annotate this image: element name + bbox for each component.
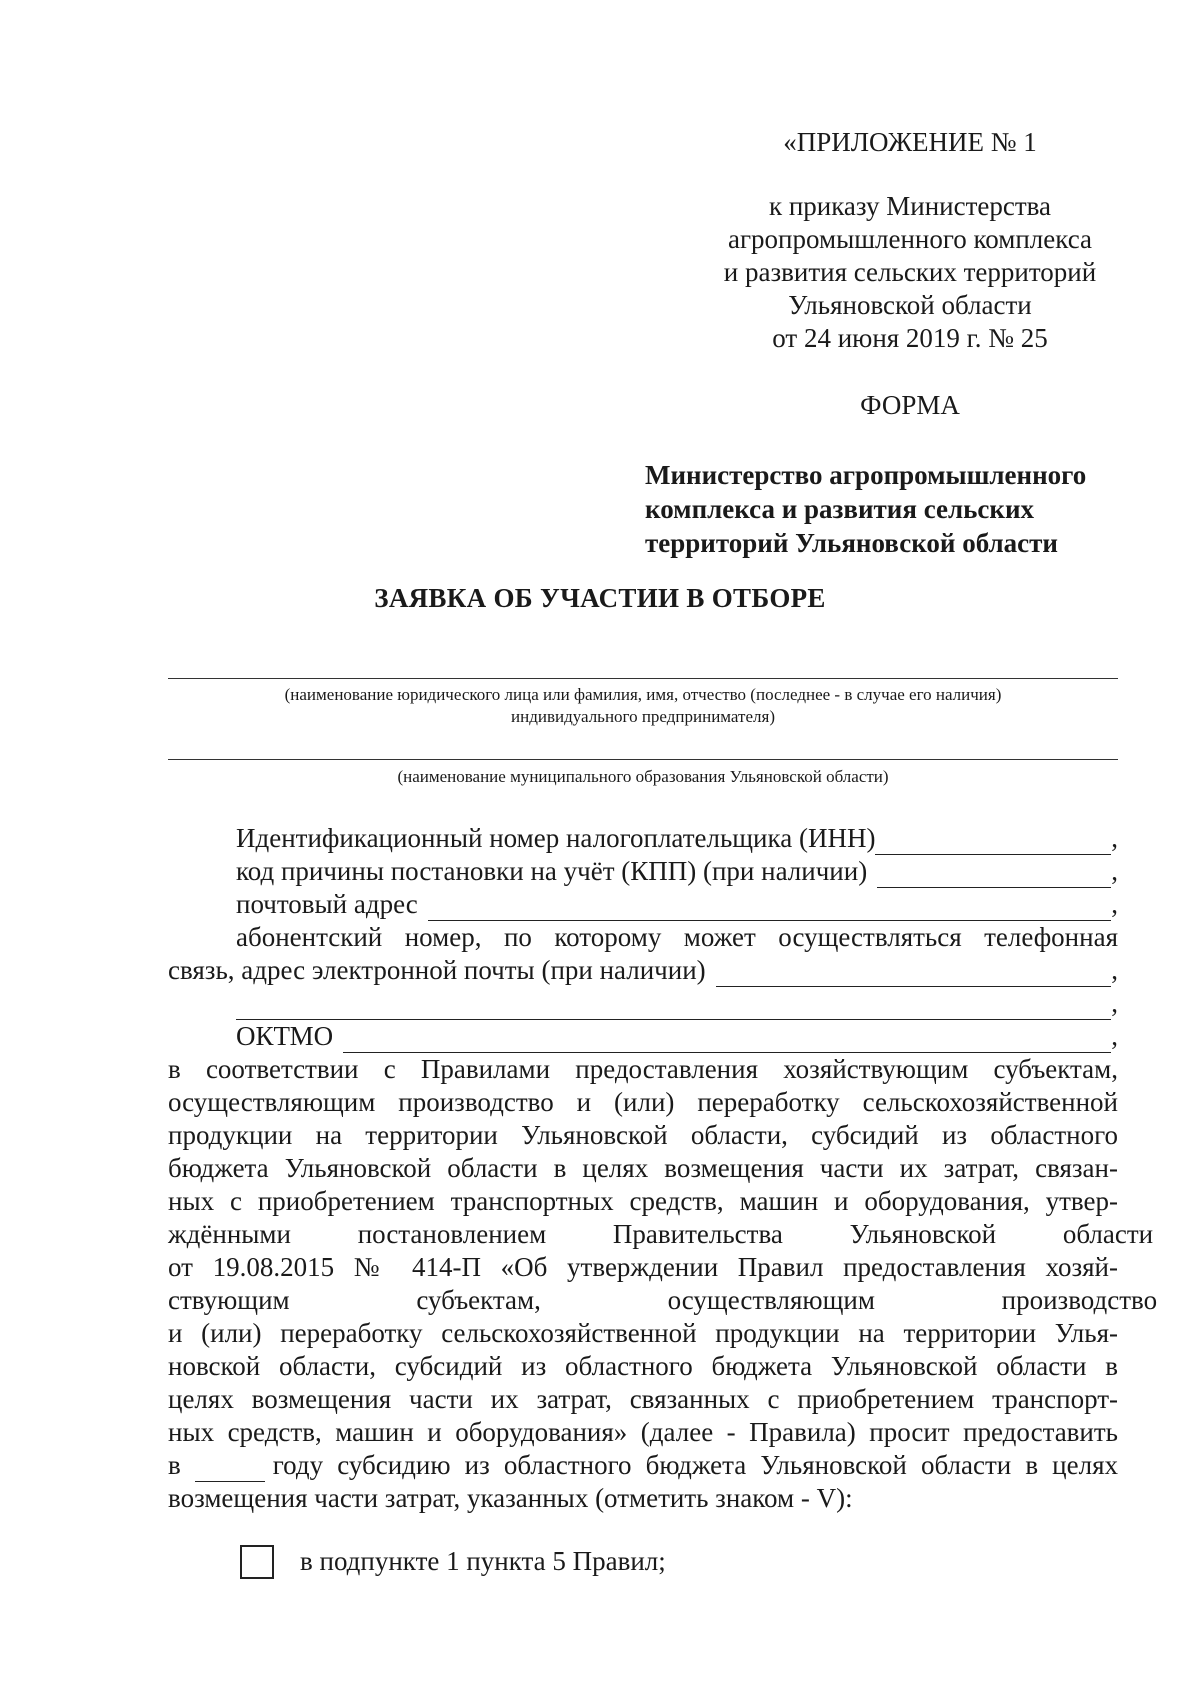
phone-row-2: связь, адрес электронной почты (при наличии) , bbox=[168, 955, 1118, 985]
kpp-input[interactable] bbox=[877, 861, 1111, 888]
body-line: в соответствии с Правилами предоставления хозяйствующим субъектам, bbox=[168, 1054, 1118, 1084]
body-line: возмещения части затрат, указанных (отметить знаком - V): bbox=[168, 1483, 853, 1513]
inn-row: Идентификационный номер налогоплательщика (ИНН) , bbox=[236, 823, 1118, 853]
postal-row: почтовый адрес , bbox=[236, 889, 1118, 919]
body-line: новской области, субсидий из областного бюджета Ульяновской области в bbox=[168, 1351, 1118, 1381]
form-label: ФОРМА bbox=[860, 390, 960, 420]
oktmo-row: ОКТМО , bbox=[236, 1021, 1118, 1051]
oktmo-input[interactable] bbox=[343, 1026, 1111, 1053]
ministry-addressee bbox=[645, 458, 1145, 560]
applicant-caption: (наименование юридического лица или фамилия, имя, отчество (последнее - в случае его наличия) индивидуального предпринимателя) bbox=[284, 685, 1002, 726]
appendix-line: агропромышленного комплекса bbox=[728, 224, 1092, 254]
appendix-line: Ульяновской области bbox=[788, 290, 1032, 320]
year-suffix: году субсидию из областного бюджета Ульяновской области в целях bbox=[272, 1450, 1118, 1480]
ministry-line: комплекса и развития сельских bbox=[645, 494, 1035, 524]
postal-input[interactable] bbox=[428, 894, 1112, 921]
applicant-name-field[interactable] bbox=[168, 678, 1118, 679]
inn-input[interactable] bbox=[875, 828, 1111, 855]
body-line: и (или) переработку сельскохозяйственной продукции на территории Улья- bbox=[168, 1318, 1118, 1348]
option1-checkbox[interactable] bbox=[240, 1545, 274, 1579]
body-line: от 19.08.2015 № 414-П «Об утверждении Правил предоставления хозяй- bbox=[168, 1252, 1118, 1282]
inn-label: Идентификационный номер налогоплательщика (ИНН) bbox=[236, 823, 876, 853]
phone-email-input[interactable] bbox=[716, 960, 1112, 987]
appendix-line: и развития сельских территорий bbox=[723, 257, 1097, 287]
ministry-line: территорий Ульяновской области bbox=[645, 528, 1058, 558]
municipality-caption: (наименование муниципального образования Ульяновской области) bbox=[397, 767, 889, 786]
municipality-field[interactable] bbox=[168, 759, 1118, 760]
appendix-header bbox=[700, 126, 1120, 355]
body-line: бюджета Ульяновской области в целях возмещения части их затрат, связан- bbox=[168, 1153, 1118, 1183]
year-prefix: в bbox=[168, 1450, 181, 1480]
body-paragraph bbox=[168, 1053, 1158, 1515]
body-line: целях возмещения части их затрат, связанных с приобретением транспорт- bbox=[168, 1384, 1118, 1414]
ministry-line: Министерство агропромышленного bbox=[645, 460, 1087, 490]
phone-label-1: абонентский номер, по которому может осуществляться телефонная bbox=[236, 922, 1118, 952]
year-line bbox=[168, 1449, 1118, 1482]
extra-row: , bbox=[236, 987, 1118, 1020]
appendix-title: «ПРИЛОЖЕНИЕ № 1 bbox=[783, 127, 1037, 157]
oktmo-label: ОКТМО bbox=[236, 1021, 334, 1051]
body-line: продукции на территории Ульяновской области, субсидий из областного bbox=[168, 1120, 1118, 1150]
kpp-label: код причины постановки на учёт (КПП) (при наличии) bbox=[236, 856, 868, 886]
body-line: ждёнными постановлением Правительства Ульяновской области bbox=[168, 1219, 1154, 1249]
body-line: ных с приобретением транспортных средств, машин и оборудования, утвер- bbox=[168, 1186, 1118, 1216]
postal-label: почтовый адрес bbox=[236, 889, 418, 919]
body-line: осуществляющим производство и (или) переработку сельскохозяйственной bbox=[168, 1087, 1118, 1117]
body-line: ствующим субъектам, осуществляющим производство bbox=[168, 1285, 1158, 1315]
kpp-row: код причины постановки на учёт (КПП) (при наличии) , bbox=[236, 856, 1118, 886]
document-title: ЗАЯВКА ОБ УЧАСТИИ В ОТБОРЕ bbox=[374, 583, 826, 613]
appendix-line: к приказу Министерства bbox=[768, 191, 1052, 221]
year-input[interactable] bbox=[195, 1455, 265, 1482]
body-line: ных средств, машин и оборудования» (далее - Правила) просит предоставить bbox=[168, 1417, 1118, 1447]
appendix-line: от 24 июня 2019 г. № 25 bbox=[772, 323, 1048, 353]
phone-label-2: связь, адрес электронной почты (при наличии) bbox=[168, 955, 706, 985]
phone-row-1 bbox=[236, 921, 1118, 954]
extra-input[interactable] bbox=[236, 993, 1111, 1020]
option1-label: в подпункте 1 пункта 5 Правил; bbox=[300, 1546, 666, 1576]
